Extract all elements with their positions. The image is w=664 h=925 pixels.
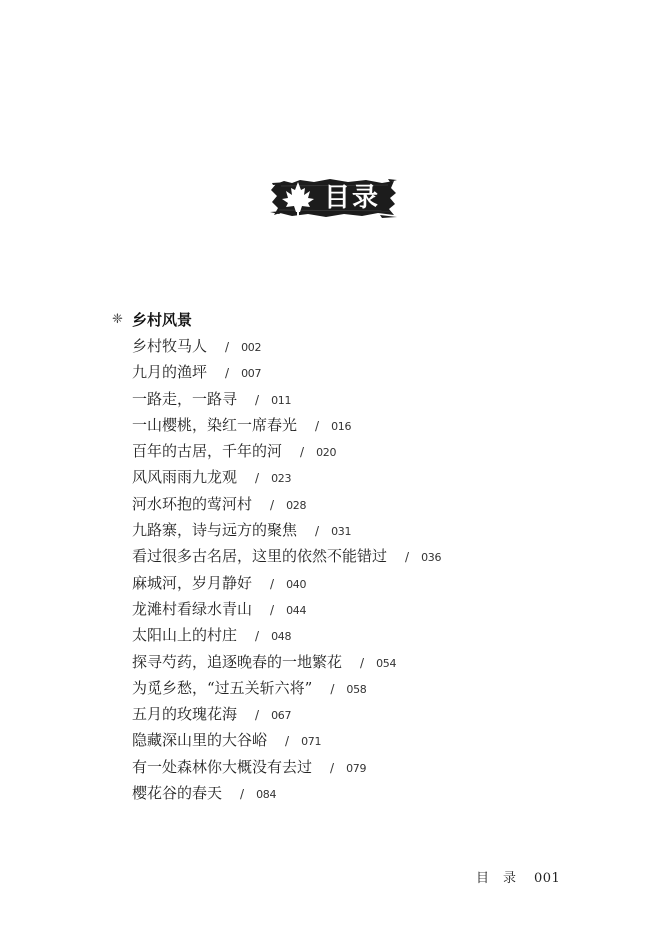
- toc-page-number: 002: [241, 341, 262, 354]
- toc-entry[interactable]: [132, 675, 441, 701]
- toc-page-number: 007: [241, 367, 262, 381]
- toc-entry[interactable]: [132, 570, 441, 596]
- toc-entry[interactable]: [132, 438, 441, 464]
- toc-entry-title: 百年的古居，千年的河: [132, 442, 283, 461]
- section-title: 乡村风景: [132, 310, 193, 329]
- toc-separator: /: [315, 524, 320, 539]
- toc-entry-title: 樱花谷的春天: [132, 784, 223, 803]
- toc-separator: /: [315, 418, 320, 433]
- toc-separator: /: [270, 576, 275, 591]
- toc-entry[interactable]: [132, 596, 441, 622]
- section-heading: [112, 309, 192, 329]
- toc-entry[interactable]: [132, 754, 441, 780]
- toc-entry-title: 看过很多古名居，这里的依然不能错过: [132, 547, 388, 566]
- toc-separator: /: [330, 760, 335, 775]
- toc-entry[interactable]: [132, 491, 441, 517]
- toc-entry-title: 为觅乡愁，“过五关斩六将”: [132, 678, 313, 697]
- toc-entry-title: 太阳山上的村庄: [132, 626, 238, 645]
- toc-entry[interactable]: [132, 517, 441, 543]
- toc-entry-title: 麻城河，岁月静好: [132, 573, 253, 592]
- toc-separator: /: [330, 681, 335, 696]
- toc-page-number: 048: [271, 630, 292, 644]
- toc-entry[interactable]: [132, 649, 441, 675]
- toc-separator: /: [360, 655, 365, 670]
- toc-separator: /: [255, 392, 260, 407]
- toc-page-number: 067: [271, 709, 292, 723]
- toc-entry[interactable]: [132, 543, 441, 569]
- toc-page-number: 058: [346, 682, 367, 696]
- toc-separator: /: [240, 787, 245, 802]
- toc-separator: /: [255, 471, 260, 486]
- toc-list: [132, 333, 441, 806]
- toc-separator: /: [225, 340, 230, 354]
- toc-entry-title: 五月的玫瑰花海: [132, 705, 238, 724]
- toc-entry-title: 龙滩村看绿水青山: [132, 599, 253, 618]
- toc-separator: /: [255, 708, 260, 723]
- toc-separator: /: [225, 366, 230, 381]
- footer-label: 目录: [476, 871, 531, 886]
- toc-entry[interactable]: [132, 622, 441, 648]
- flower-bullet-icon: ❈: [112, 311, 123, 327]
- toc-page-number: 023: [271, 472, 292, 486]
- toc-page-number: 036: [421, 551, 442, 565]
- toc-entry-title: 有一处森林你大概没有去过: [132, 757, 313, 776]
- toc-page-number: 071: [301, 735, 322, 749]
- toc-page-number: 040: [286, 577, 307, 591]
- toc-page-number: 044: [286, 603, 307, 617]
- toc-page-number: 020: [316, 446, 337, 460]
- toc-entry[interactable]: [132, 359, 441, 385]
- toc-entry-title: 一山樱桃，染红一席春光: [132, 415, 298, 434]
- toc-separator: /: [405, 550, 410, 565]
- toc-entry[interactable]: [132, 701, 441, 727]
- toc-entry[interactable]: [132, 727, 441, 753]
- toc-page-number: 031: [331, 525, 352, 539]
- toc-page-number: 028: [286, 498, 307, 512]
- toc-entry-title: 探寻芍药，追逐晚春的一地繁花: [132, 652, 343, 671]
- page-footer: [476, 867, 560, 886]
- toc-entry-title: 九路寨，诗与远方的聚焦: [132, 521, 298, 540]
- toc-page-number: 054: [376, 656, 397, 670]
- toc-separator: /: [270, 497, 275, 512]
- toc-page-number: 084: [256, 788, 277, 802]
- footer-page-number: 001: [534, 871, 561, 886]
- toc-page-number: 016: [331, 419, 352, 433]
- toc-entry[interactable]: [132, 333, 441, 359]
- title-banner: [270, 174, 398, 222]
- toc-entry-title: 乡村牧马人: [132, 337, 208, 355]
- toc-entry-title: 九月的渔坪: [132, 363, 208, 382]
- page-title: 目录: [323, 183, 380, 213]
- toc-separator: /: [270, 602, 275, 617]
- toc-entry[interactable]: [132, 386, 441, 412]
- toc-separator: /: [300, 445, 305, 460]
- toc-entry[interactable]: [132, 780, 441, 806]
- toc-entry-title: 河水环抱的莺河村: [132, 494, 253, 513]
- toc-separator: /: [285, 734, 290, 749]
- toc-entry[interactable]: [132, 464, 441, 490]
- toc-separator: /: [255, 629, 260, 644]
- toc-page-number: 011: [271, 393, 292, 407]
- toc-page-number: 079: [346, 761, 367, 775]
- toc-entry[interactable]: [132, 412, 441, 438]
- toc-entry-title: 隐藏深山里的大谷峪: [132, 731, 268, 750]
- toc-entry-title: 风风雨雨九龙观: [132, 468, 238, 487]
- toc-entry-title: 一路走，一路寻: [132, 389, 238, 408]
